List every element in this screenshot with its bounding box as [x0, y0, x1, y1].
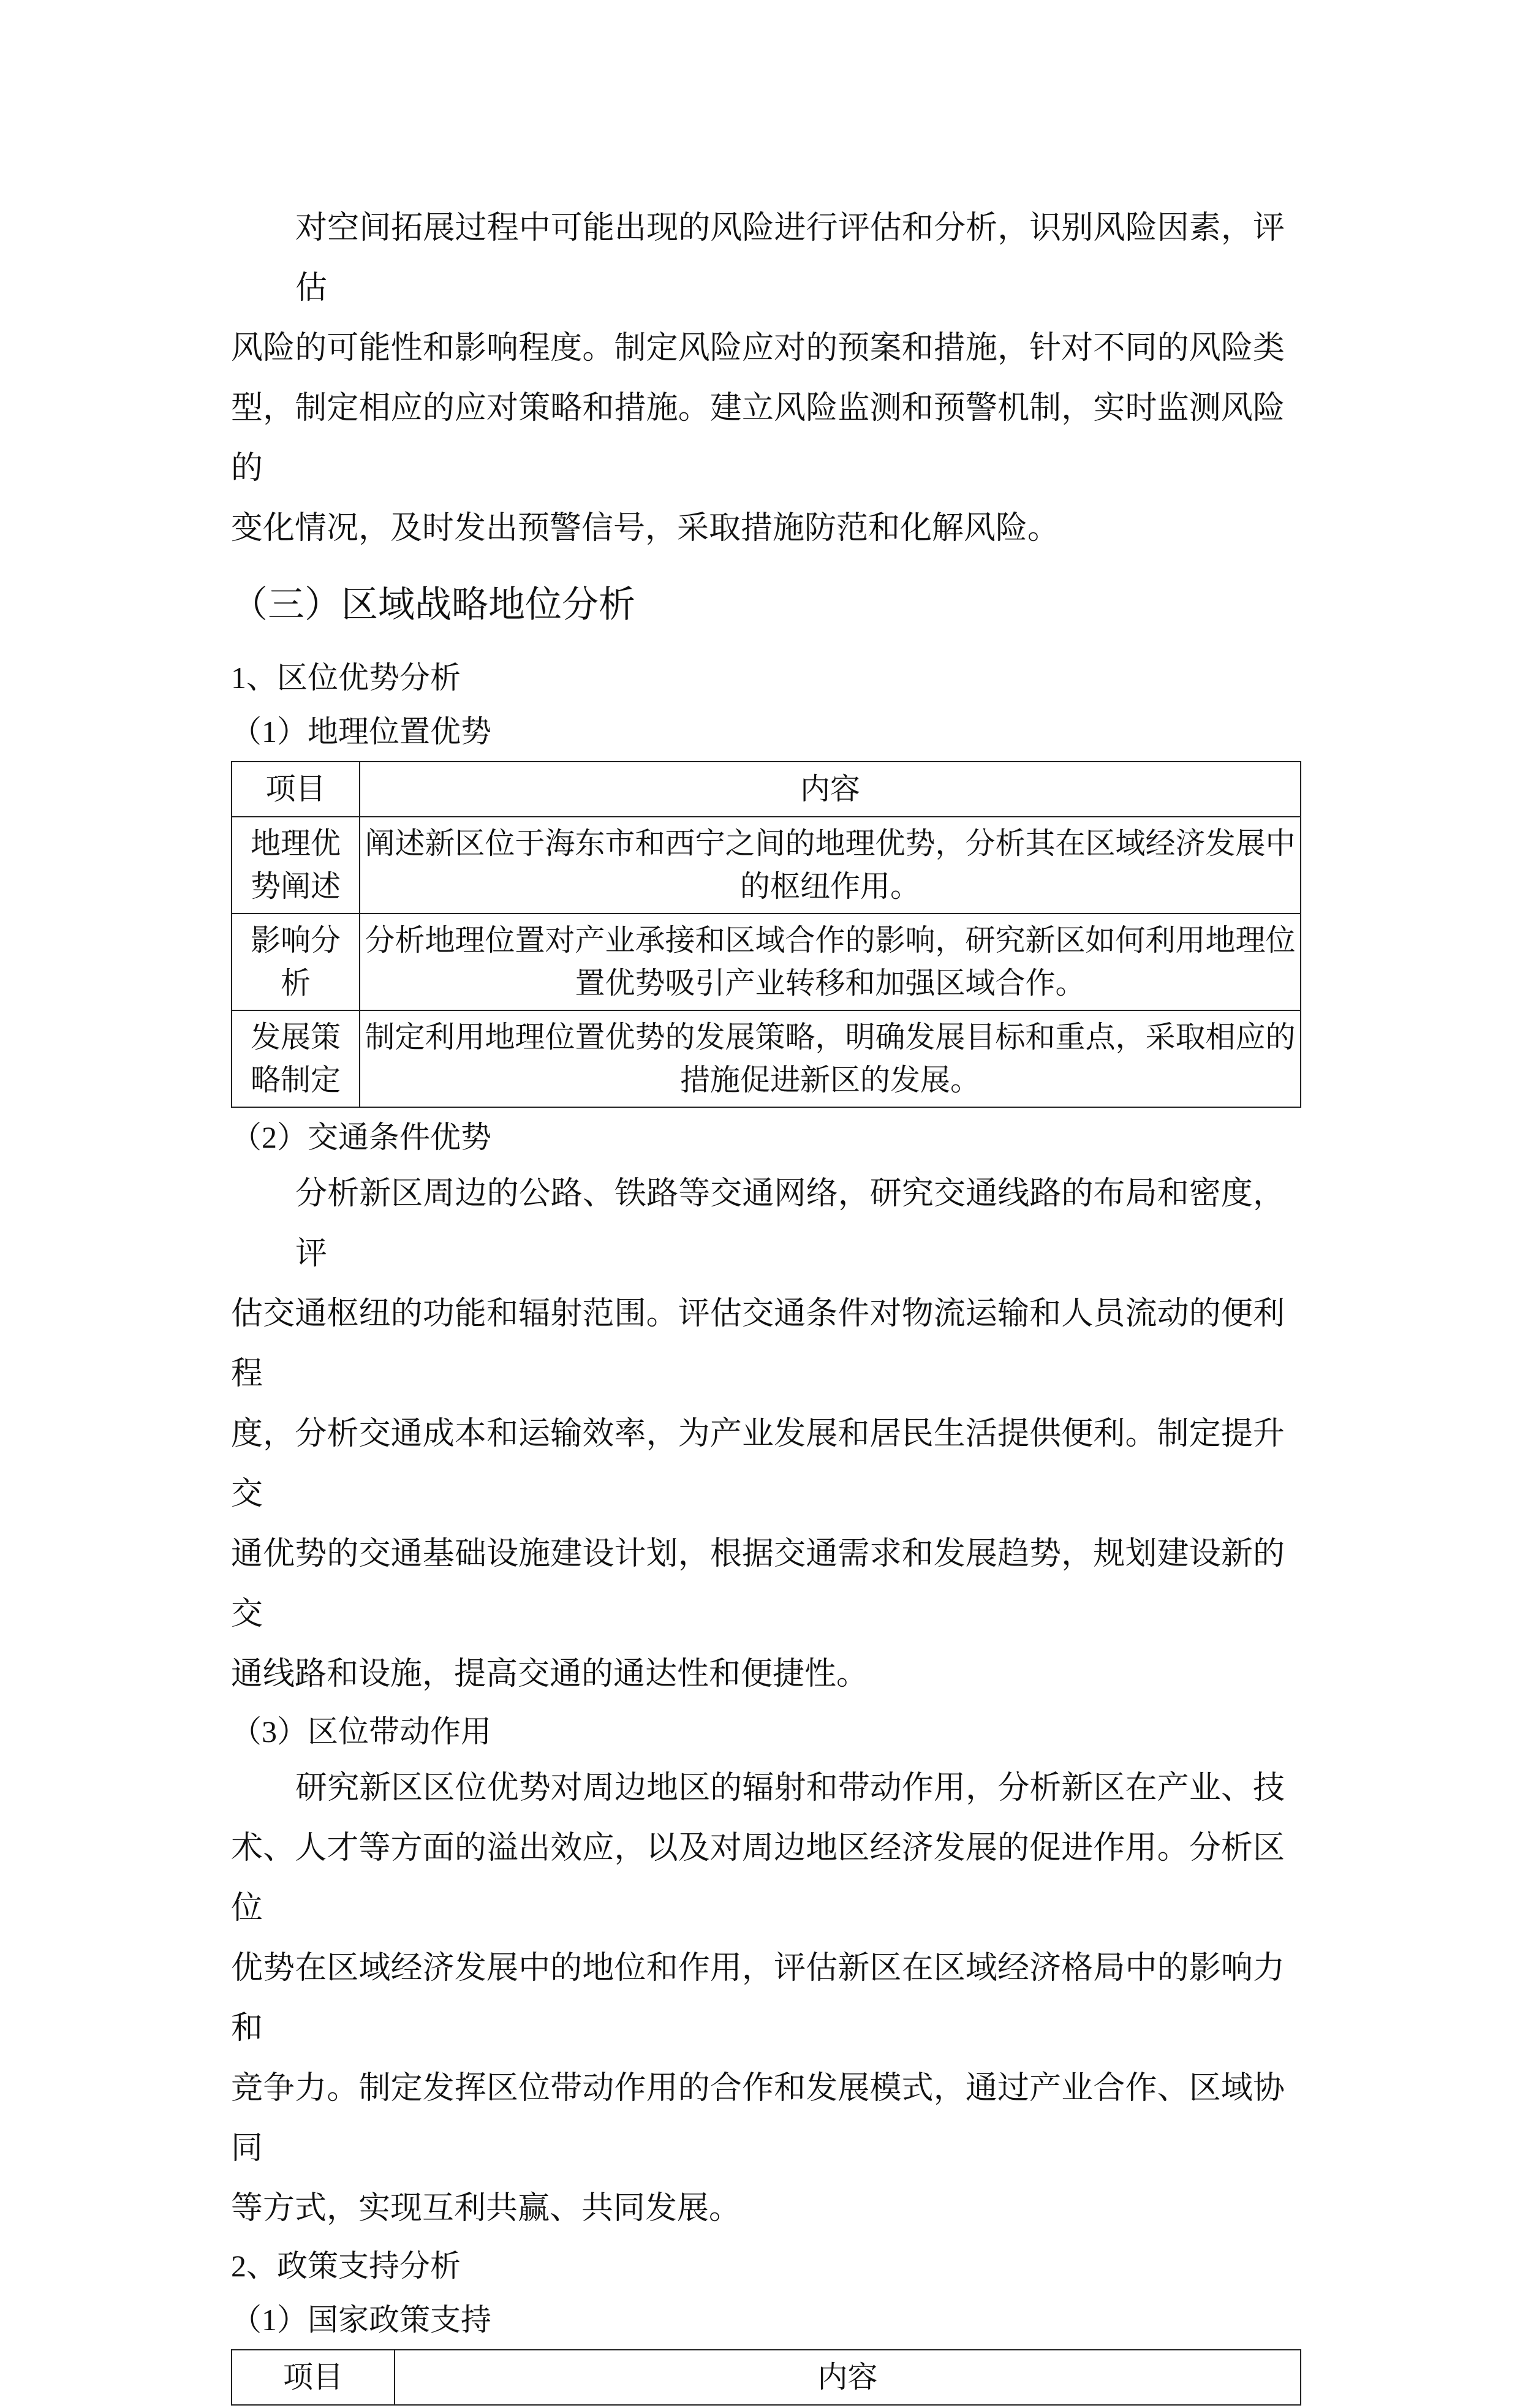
table-row: [232, 1010, 1301, 1107]
national-policy-table: [231, 2349, 1301, 2406]
content-cell: 分析地理位置对产业承接和区域合作的影响，研究新区如何利用地理位置优势吸引产业转移和加强区域合作。: [360, 914, 1301, 1010]
item-cell: 发展策略制定: [232, 1010, 360, 1107]
paragraph-line: 度，分析交通成本和运输效率，为产业发展和居民生活提供便利。制定提升交: [231, 1417, 1285, 1512]
item-cell: 地理优势阐述: [232, 817, 360, 914]
subsection-heading: （1）国家政策支持: [231, 2303, 491, 2337]
header-cell: 项目: [232, 2350, 395, 2405]
content-cell: 制定利用地理位置优势的发展策略，明确发展目标和重点，采取相应的措施促进新区的发展。: [360, 1010, 1301, 1107]
paragraph-line: 估交通枢纽的功能和辐射范围。评估交通条件对物流运输和人员流动的便利程: [231, 1297, 1285, 1391]
item-cell: 影响分析: [232, 914, 360, 1010]
paragraph-line: 竞争力。制定发挥区位带动作用的合作和发展模式，通过产业合作、区域协同: [231, 2071, 1285, 2166]
subsection-heading: （2）交通条件优势: [231, 1120, 491, 1154]
subsection-heading: （3）区位带动作用: [231, 1714, 491, 1749]
paragraph-line: 对空间拓展过程中可能出现的风险进行评估和分析，识别风险因素，评估: [295, 211, 1285, 306]
paragraph-line: 通优势的交通基础设施建设计划，根据交通需求和发展趋势，规划建设新的交: [231, 1537, 1285, 1632]
paragraph-line: 型，制定相应的应对策略和措施。建立风险监测和预警机制，实时监测风险的: [231, 391, 1285, 486]
paragraph-line: 术、人才等方面的溢出效应，以及对周边地区经济发展的促进作用。分析区位: [231, 1831, 1285, 1926]
paragraph-line: 等方式，实现互利共赢、共同发展。: [231, 2191, 741, 2226]
header-cell: 项目: [232, 762, 360, 817]
subsection-heading: （1）地理位置优势: [231, 714, 491, 749]
paragraph-line: 通线路和设施，提高交通的通达性和便捷性。: [231, 1657, 869, 1692]
paragraph-line: 变化情况，及时发出预警信号，采取措施防范和化解风险。: [231, 511, 1060, 546]
paragraph-line: 分析新区周边的公路、铁路等交通网络，研究交通线路的布局和密度，评: [295, 1176, 1285, 1271]
table-header-row: [232, 762, 1301, 817]
subsection-heading: 2、政策支持分析: [231, 2249, 461, 2283]
subsection-heading: 1、区位优势分析: [231, 661, 461, 695]
paragraph-line: 优势在区域经济发展中的地位和作用，评估新区在区域经济格局中的影响力和: [231, 1951, 1285, 2046]
header-cell: 内容: [360, 762, 1301, 817]
table-row: [232, 817, 1301, 914]
paragraph-line: 研究新区区位优势对周边地区的辐射和带动作用，分析新区在产业、技: [295, 1771, 1285, 1806]
table-row: [232, 914, 1301, 1010]
geo-advantage-table: [231, 761, 1301, 1108]
content-cell: 阐述新区位于海东市和西宁之间的地理优势，分析其在区域经济发展中的枢纽作用。: [360, 817, 1301, 914]
section-heading: （三）区域战略地位分析: [231, 585, 635, 625]
header-cell: 内容: [395, 2350, 1301, 2405]
table-header-row: [232, 2350, 1301, 2405]
paragraph-line: 风险的可能性和影响程度。制定风险应对的预案和措施，针对不同的风险类: [231, 331, 1285, 366]
